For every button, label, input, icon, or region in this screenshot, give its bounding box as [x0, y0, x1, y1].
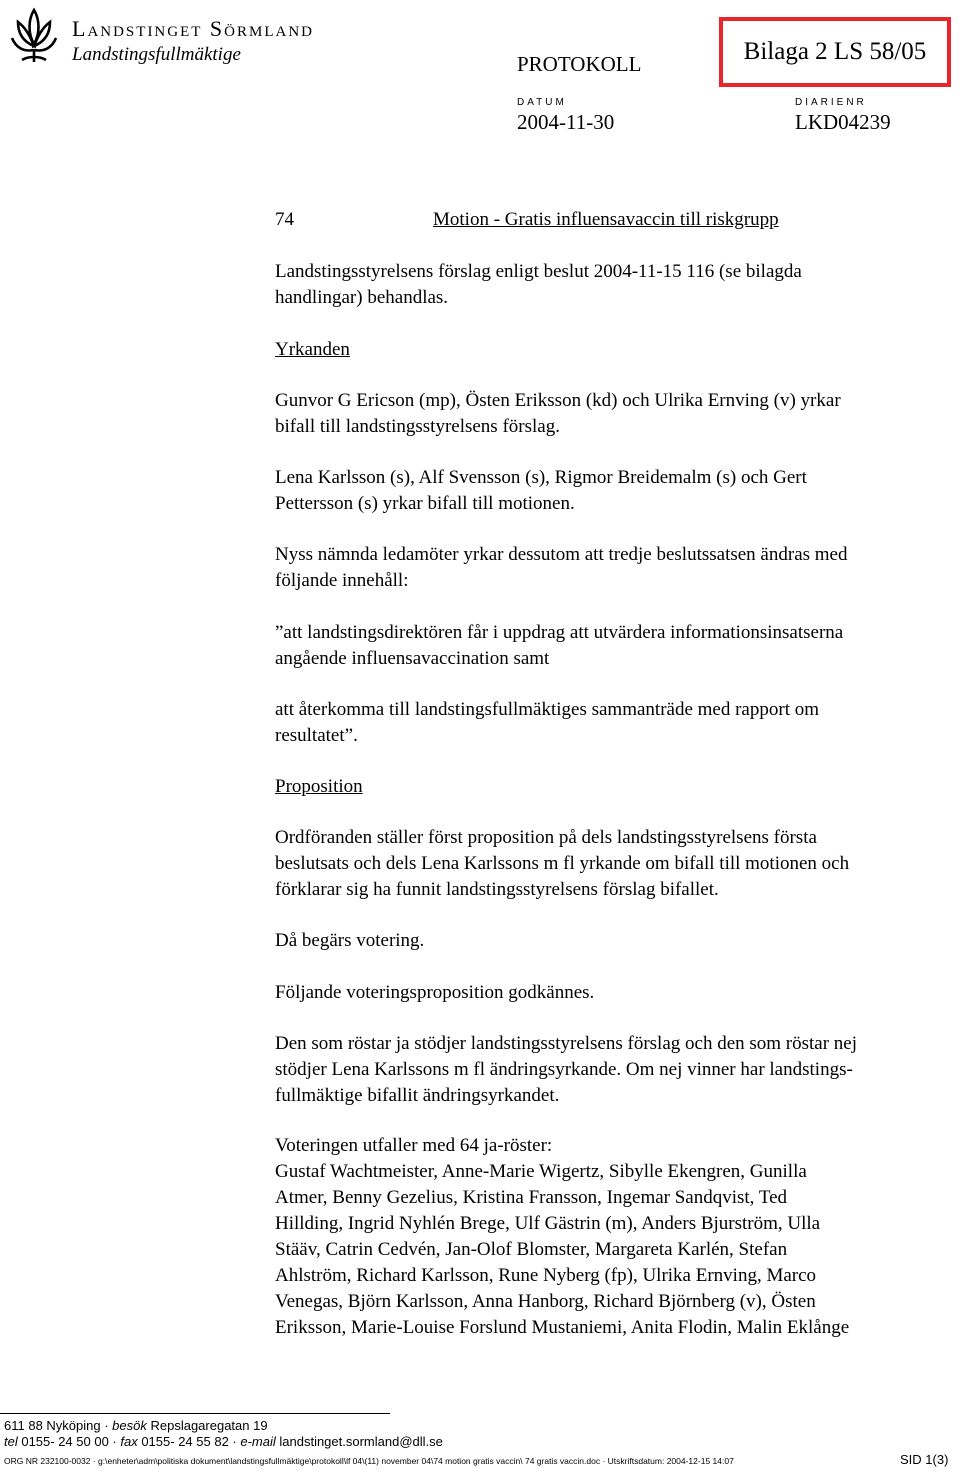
text-line: beslutsats och dels Lena Karlssons m fl yrkande om bifall till motionen och: [275, 853, 850, 874]
fax-number: 0155- 24 55 82 ·: [137, 1434, 241, 1449]
email-address: landstinget.sormland@dll.se: [275, 1434, 443, 1449]
intro-paragraph: [275, 259, 955, 311]
text-line: resultatet”.: [275, 725, 358, 746]
text-line: bifall till landstingsstyrelsens förslag.: [275, 416, 560, 437]
visit-address: Repslagaregatan 19: [146, 1418, 268, 1433]
text-line: Gustaf Wachtmeister, Anne-Marie Wigertz, Sibylle Ekengren, Gunilla: [275, 1161, 807, 1182]
quote-paragraph-2: [275, 697, 955, 749]
visit-label: besök: [112, 1418, 147, 1433]
appendix-reference: Bilaga 2 LS 58/05: [743, 38, 927, 65]
date-label: DATUM: [517, 97, 567, 108]
footer-contact: [4, 1434, 443, 1449]
quote-paragraph-1: [275, 620, 955, 672]
footer-org-path: ORG NR 232100-0032 · g:\enheter\adm\politiska dokument\landstingsfullmäktige\protokoll\lf 04\(11) november 04\74 motion gratis vaccin\ 74 gratis vaccin.doc · Utskriftsdatum: 2004-12-15 14:07: [4, 1456, 734, 1466]
vote-result-paragraph: [275, 1133, 955, 1341]
text-line: Lena Karlsson (s), Alf Svensson (s), Rigmor Breidemalm (s) och Gert: [275, 467, 807, 488]
item-number: 74: [275, 209, 294, 230]
proposition-paragraph: [275, 825, 955, 903]
vote-proposition: Följande voteringsproposition godkännes.: [275, 982, 595, 1003]
claim-paragraph-2: [275, 465, 955, 517]
text-line: Voteringen utfaller med 64 ja-röster:: [275, 1135, 553, 1156]
appendix-reference-box: [719, 17, 951, 87]
text-line: Hillding, Ingrid Nyhlén Brege, Ulf Gästrin (m), Anders Bjurström, Ulla: [275, 1213, 821, 1234]
date-value: 2004-11-30: [517, 110, 615, 134]
text-line: Atmer, Benny Gezelius, Kristina Fransson, Ingemar Sandqvist, Ted: [275, 1187, 788, 1208]
landstinget-flower-logo-icon: [8, 4, 60, 66]
text-line: angående influensavaccination samt: [275, 648, 550, 669]
footer-address: [4, 1418, 268, 1433]
text-line: förklarar sig ha funnit landstingsstyrelsens förslag bifallet.: [275, 879, 719, 900]
heading-claims: Yrkanden: [275, 339, 350, 360]
fax-label: fax: [120, 1434, 138, 1449]
claim-paragraph-1: [275, 388, 955, 440]
text-line: Ordföranden ställer först proposition på dels landstingsstyrelsens första: [275, 827, 817, 848]
claim-paragraph-3: [275, 542, 955, 594]
text-line: Den som röstar ja stödjer landstingsstyrelsens förslag och den som röstar nej: [275, 1033, 858, 1054]
text-line: Pettersson (s) yrkar bifall till motionen.: [275, 493, 575, 514]
page-number: SID 1(3): [900, 1452, 949, 1467]
item-title: Motion - Gratis influensavaccin till riskgrupp: [433, 209, 779, 230]
organization-subtitle: Landstingsfullmäktige: [72, 44, 241, 65]
vote-call: Då begärs votering.: [275, 930, 425, 951]
text-line: handlingar) behandlas.: [275, 287, 449, 308]
text-line: Stääv, Catrin Cedvén, Jan-Olof Blomster, Margareta Karlén, Stefan: [275, 1239, 788, 1260]
email-label: e-mail: [240, 1434, 276, 1449]
address-text: 611 88 Nyköping ·: [4, 1418, 113, 1433]
text-line: Landstingsstyrelsens förslag enligt beslut 2004-11-15 116 (se bilagda: [275, 261, 802, 282]
text-line: Ahlström, Richard Karlsson, Rune Nyberg (fp), Ulrika Ernving, Marco: [275, 1265, 817, 1286]
vote-terms-paragraph: [275, 1031, 955, 1109]
registration-number-label: DIARIENR: [795, 97, 867, 108]
text-line: följande innehåll:: [275, 570, 409, 591]
text-line: Venegas, Björn Karlsson, Anna Hanborg, Richard Björnberg (v), Östen: [275, 1291, 816, 1312]
organization-name: Landstinget Sörmland: [72, 16, 314, 41]
text-line: ”att landstingsdirektören får i uppdrag att utvärdera informationsinsatserna: [275, 622, 844, 643]
footer-divider: [0, 1413, 390, 1414]
text-line: Nyss nämnda ledamöter yrkar dessutom att tredje beslutssatsen ändras med: [275, 544, 848, 565]
tel-number: 0155- 24 50 00 ·: [17, 1434, 121, 1449]
text-line: stödjer Lena Karlssons m fl ändringsyrkande. Om nej vinner har landstings-: [275, 1059, 853, 1080]
text-line: fullmäktige bifallit ändringsyrkandet.: [275, 1085, 560, 1106]
heading-proposition: Proposition: [275, 776, 363, 797]
document-type: PROTOKOLL: [517, 52, 642, 76]
text-line: Eriksson, Marie-Louise Forslund Mustaniemi, Anita Flodin, Malin Eklånge: [275, 1317, 850, 1338]
text-line: att återkomma till landstingsfullmäktiges sammanträde med rapport om: [275, 699, 820, 720]
text-line: Gunvor G Ericson (mp), Östen Eriksson (kd) och Ulrika Ernving (v) yrkar: [275, 390, 841, 411]
registration-number-value: LKD04239: [795, 110, 891, 134]
tel-label: tel: [4, 1434, 18, 1449]
